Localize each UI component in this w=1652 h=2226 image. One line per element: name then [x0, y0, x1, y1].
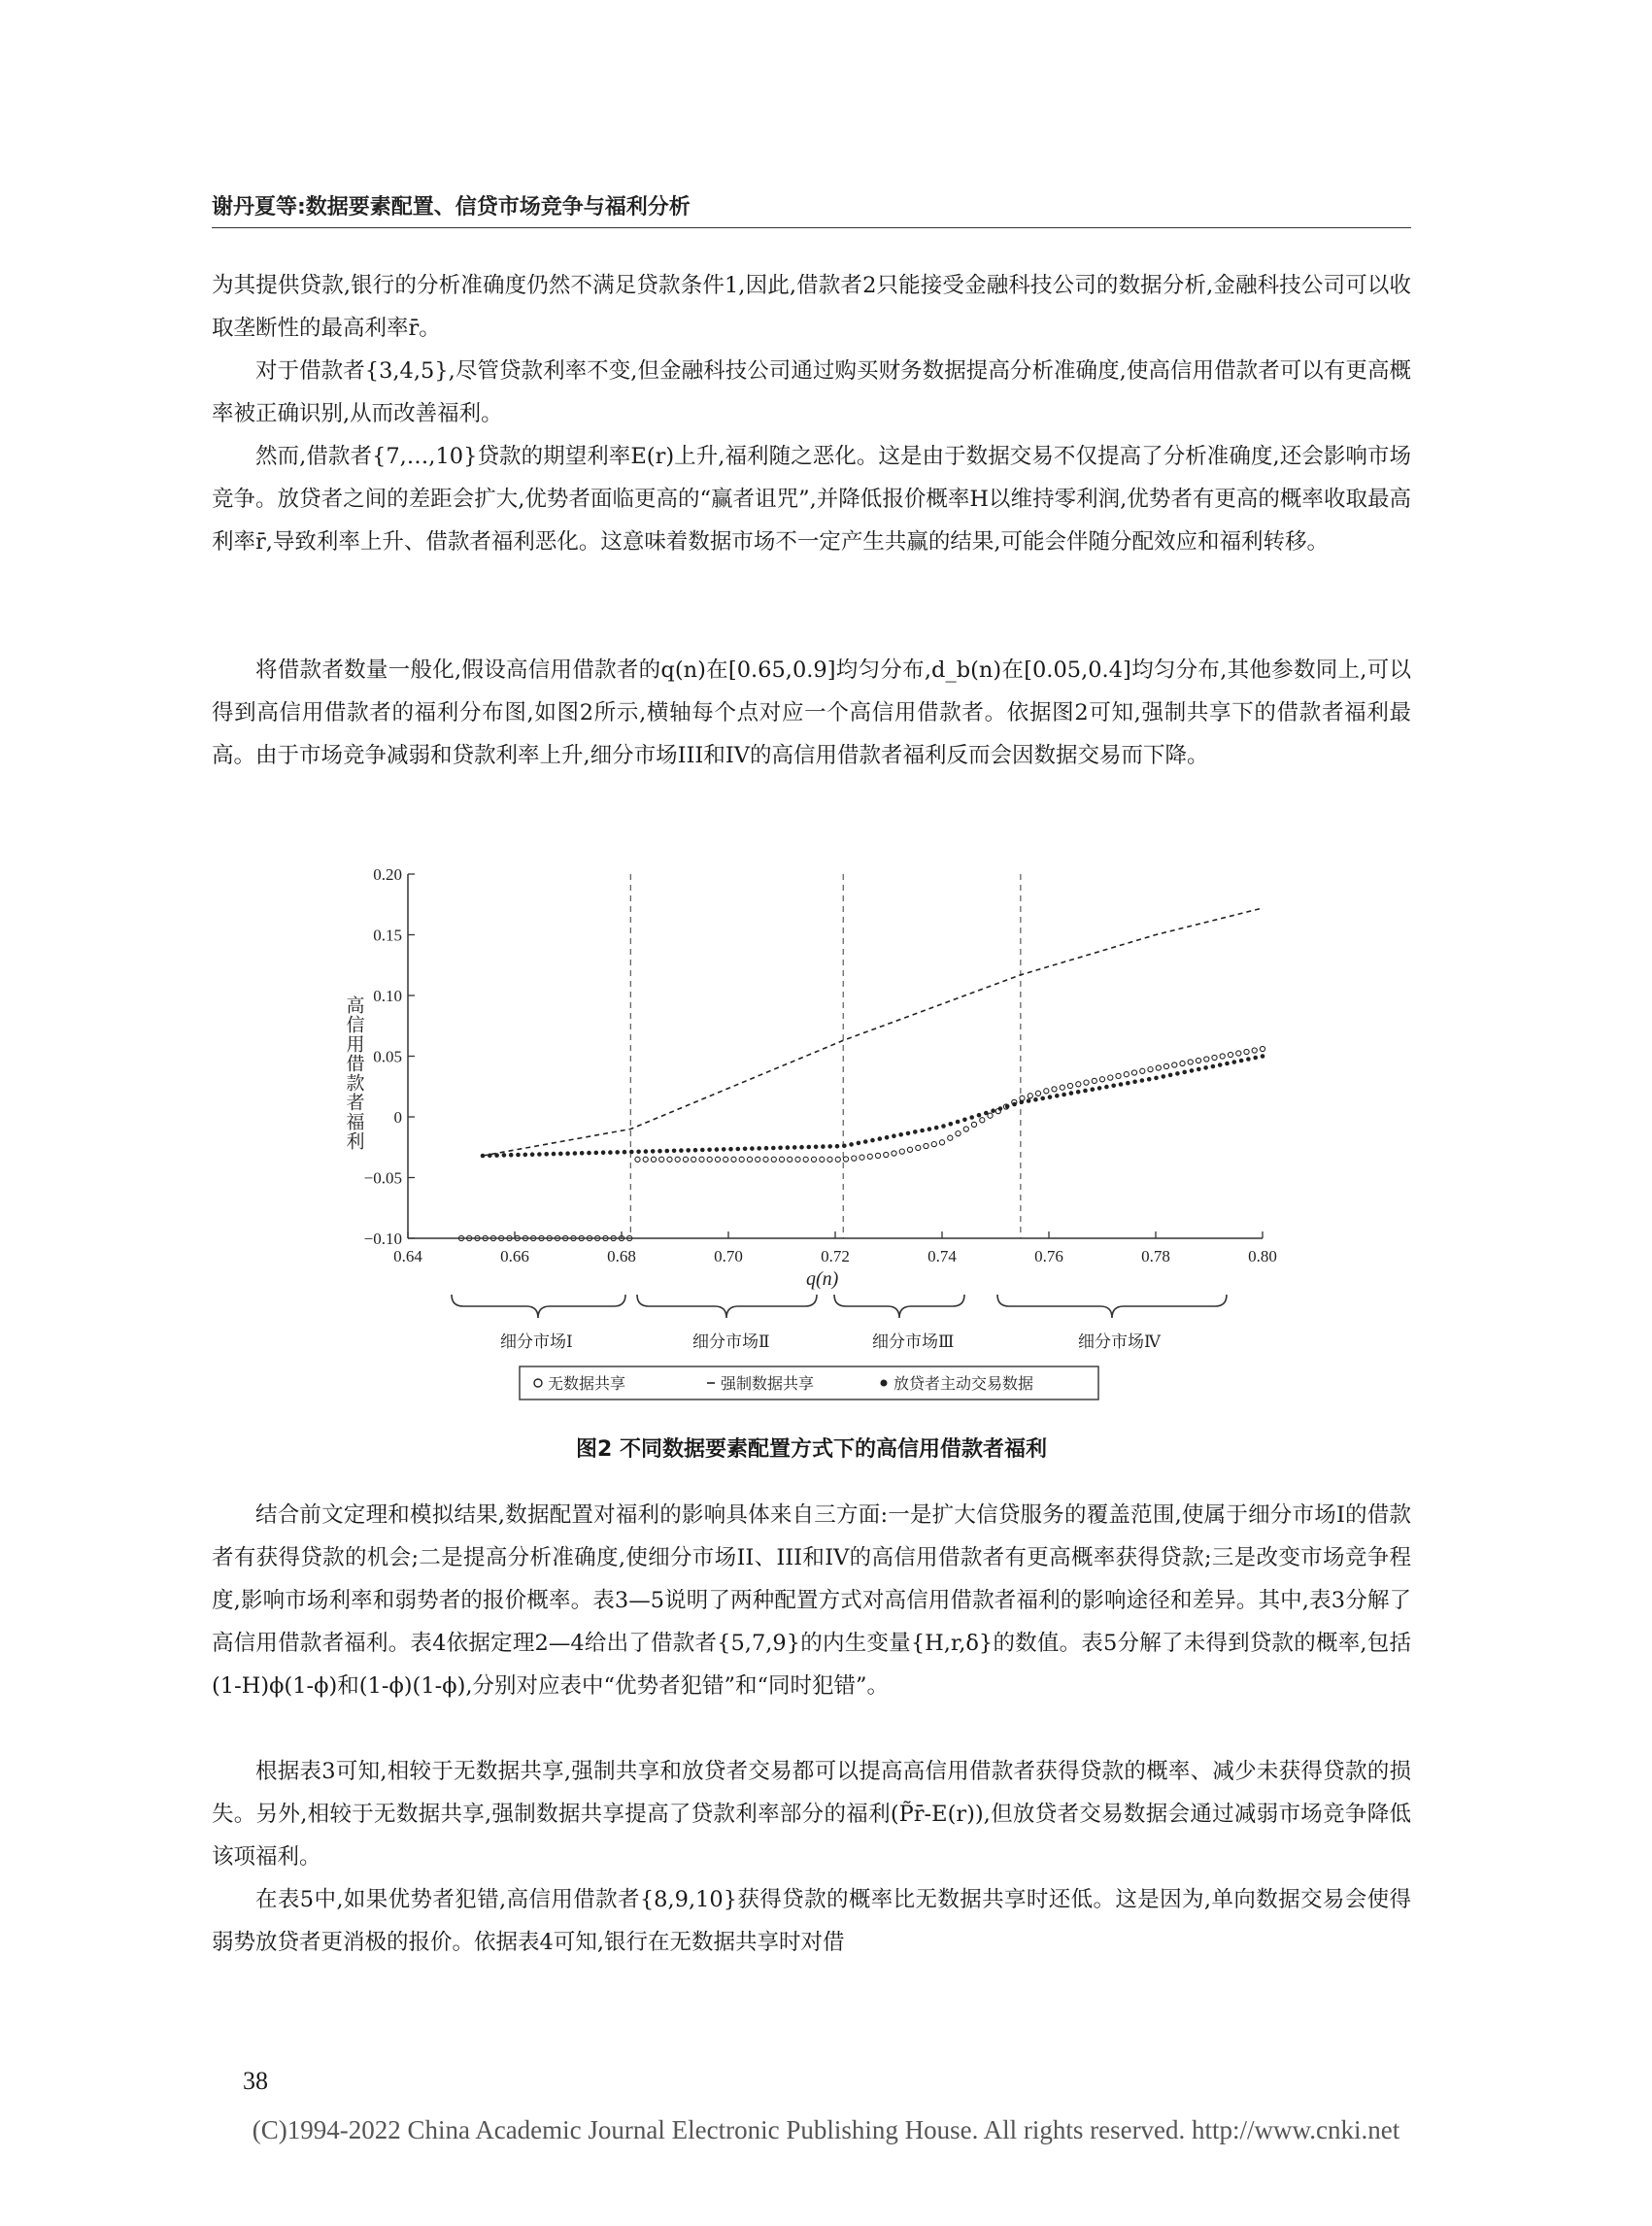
no-sharing-point — [1044, 1089, 1049, 1094]
legend-dot-icon — [881, 1380, 888, 1387]
series-open-circle — [458, 1046, 1264, 1240]
data-trade-point — [885, 1135, 890, 1140]
legend-open-circle-icon — [534, 1379, 542, 1387]
data-trade-point — [544, 1152, 549, 1157]
no-sharing-point — [771, 1157, 776, 1162]
plot-frame — [408, 874, 1263, 1238]
no-sharing-point — [827, 1157, 832, 1162]
no-sharing-point — [1140, 1068, 1145, 1073]
data-trade-point — [1097, 1086, 1102, 1091]
data-trade-point — [934, 1126, 939, 1130]
data-trade-point — [1027, 1098, 1031, 1103]
data-trade-point — [1012, 1102, 1017, 1107]
no-sharing-point — [803, 1157, 808, 1162]
no-sharing-point — [892, 1151, 896, 1156]
data-trade-point — [1062, 1093, 1066, 1097]
no-sharing-point — [899, 1149, 904, 1154]
data-trade-point — [1253, 1056, 1258, 1061]
x-tick-label: 0.74 — [927, 1247, 957, 1265]
no-sharing-point — [867, 1154, 872, 1159]
no-sharing-point — [939, 1140, 944, 1145]
segment-label-4: 细分市场Ⅳ — [1078, 1332, 1161, 1351]
no-sharing-point — [1035, 1091, 1040, 1096]
data-trade-point — [984, 1111, 989, 1116]
data-trade-point — [878, 1136, 883, 1141]
x-tick-label: 0.68 — [607, 1247, 636, 1265]
no-sharing-point — [1163, 1063, 1168, 1068]
data-trade-point — [1104, 1085, 1109, 1090]
no-sharing-point — [852, 1156, 857, 1161]
data-trade-point — [835, 1144, 840, 1149]
data-trade-point — [509, 1153, 514, 1158]
data-trade-point — [1203, 1065, 1208, 1070]
data-trade-point — [962, 1118, 967, 1123]
data-trade-point — [771, 1146, 776, 1151]
data-trade-point — [941, 1124, 946, 1129]
no-sharing-point — [707, 1157, 712, 1162]
data-trade-point — [537, 1152, 542, 1157]
no-sharing-point — [739, 1157, 744, 1162]
no-sharing-point — [1228, 1052, 1232, 1057]
data-trade-point — [1091, 1087, 1096, 1092]
figure-caption: 图2 不同数据要素配置方式下的高信用借款者福利 — [576, 1437, 1047, 1462]
y-tick-label: −0.05 — [363, 1168, 402, 1188]
data-trade-point — [516, 1153, 521, 1158]
data-trade-point — [558, 1152, 563, 1157]
no-sharing-point — [860, 1155, 864, 1160]
data-trade-point — [863, 1139, 868, 1144]
data-trade-point — [672, 1149, 677, 1154]
data-trade-point — [1261, 1054, 1265, 1059]
data-trade-point — [615, 1150, 620, 1155]
no-sharing-point — [779, 1157, 784, 1162]
data-trade-point — [814, 1145, 819, 1150]
no-sharing-point — [756, 1157, 760, 1162]
data-trade-point — [1147, 1077, 1152, 1082]
no-sharing-point — [1060, 1085, 1064, 1090]
data-trade-point — [1140, 1078, 1145, 1083]
data-trade-point — [956, 1120, 961, 1125]
data-trade-point — [636, 1150, 641, 1155]
data-trade-point — [920, 1129, 925, 1133]
data-trade-point — [665, 1149, 670, 1154]
no-sharing-point — [988, 1113, 993, 1118]
data-trade-point — [786, 1145, 791, 1150]
no-sharing-point — [1172, 1062, 1177, 1067]
no-sharing-point — [1028, 1094, 1032, 1098]
no-sharing-point — [924, 1143, 928, 1148]
data-trade-point — [1083, 1089, 1088, 1094]
no-sharing-point — [795, 1157, 800, 1162]
data-trade-point — [743, 1147, 748, 1152]
no-sharing-point — [683, 1157, 688, 1162]
series-filled-dot — [481, 1054, 1265, 1158]
paragraph-4: 将借款者数量一般化,假设高信用借款者的q(n)在[0.65,0.9]均匀分布,d_b(n)在[0.05,0.4]均匀分布,其他参数同上,可以得到高信用借款者的福利分布图,如图2所示,横轴每个点对应一个高信用借款者。依据图2可知,强制共享下的借款者福利最高。由于市场竞争减弱和贷款利率上升,细分市场III和IV的高信用借款者福利反而会因数据交易而下降。 — [212, 658, 1411, 768]
paragraph-3: 然而,借款者{7,…,10}贷款的期望利率E(r)上升,福利随之恶化。这是由于数据交易不仅提高了分析准确度,还会影响市场竞争。放贷者之间的差距会扩大,优势者面临更高的“赢者诅咒”,并降低报价概率H以维持零利润,优势者有更高的概率收取最高利率r̄,导致利率上升、借款者福利恶化。这意味着数据市场不一定产生共赢的结果,可能会伴随分配效应和福利转移。 — [212, 444, 1411, 555]
no-sharing-point — [1260, 1046, 1264, 1051]
data-trade-point — [778, 1146, 783, 1151]
market-boundaries — [630, 874, 1021, 1238]
x-tick-label: 0.72 — [821, 1247, 850, 1265]
no-sharing-point — [956, 1131, 961, 1136]
no-sharing-point — [643, 1157, 648, 1162]
data-trade-point — [842, 1144, 847, 1149]
data-trade-point — [1211, 1064, 1216, 1069]
data-trade-point — [686, 1148, 691, 1153]
data-trade-point — [1055, 1094, 1060, 1098]
data-trade-point — [977, 1113, 982, 1118]
data-trade-point — [1005, 1104, 1010, 1109]
data-trade-point — [728, 1147, 733, 1152]
running-header: 谢丹夏等:数据要素配置、信贷市场竞争与福利分析 — [212, 195, 691, 219]
data-trade-point — [750, 1146, 755, 1151]
no-sharing-point — [763, 1157, 768, 1162]
no-sharing-point — [788, 1157, 792, 1162]
data-trade-point — [1076, 1090, 1081, 1095]
no-sharing-point — [731, 1157, 736, 1162]
y-tick-label: 0 — [393, 1108, 402, 1127]
x-tick-label: 0.66 — [500, 1247, 529, 1265]
data-trade-point — [523, 1153, 528, 1158]
series-dash — [483, 908, 1263, 1156]
no-sharing-point — [1196, 1058, 1200, 1062]
no-sharing-point — [1212, 1055, 1217, 1060]
data-trade-point — [1239, 1059, 1244, 1063]
data-trade-point — [1048, 1095, 1053, 1099]
data-trade-point — [488, 1154, 492, 1159]
data-trade-point — [1132, 1080, 1137, 1085]
legend-trade: 放贷者主动交易数据 — [893, 1376, 1034, 1393]
legend-forced: 强制数据共享 — [721, 1376, 815, 1393]
no-sharing-point — [699, 1157, 704, 1162]
no-sharing-point — [884, 1152, 889, 1157]
no-sharing-point — [635, 1157, 640, 1162]
no-sharing-point — [1108, 1075, 1113, 1080]
no-sharing-point — [835, 1157, 840, 1162]
data-trade-point — [657, 1149, 662, 1154]
no-sharing-point — [843, 1157, 848, 1162]
data-trade-point — [1020, 1100, 1025, 1105]
no-sharing-point — [811, 1157, 816, 1162]
data-trade-point — [998, 1106, 1003, 1111]
data-trade-point — [552, 1152, 556, 1157]
x-axis-label: q(n) — [806, 1268, 839, 1290]
data-trade-point — [715, 1147, 720, 1152]
no-sharing-point — [1076, 1082, 1081, 1087]
data-trade-point — [623, 1150, 627, 1155]
segment-label-2: 细分市场Ⅱ — [692, 1332, 770, 1351]
paragraph-1: 为其提供贷款,银行的分析准确度仍然不满足贷款条件1,因此,借款者2只能接受金融科技公司的数据分析,金融科技公司可以收取垄断性的最高利率r̄。 — [212, 273, 1411, 341]
segment-label-1: 细分市场Ⅰ — [500, 1332, 573, 1351]
data-trade-point — [651, 1149, 656, 1154]
no-sharing-point — [691, 1157, 696, 1162]
data-trade-point — [949, 1122, 954, 1127]
data-trade-point — [1225, 1062, 1230, 1066]
data-trade-point — [736, 1147, 741, 1152]
paragraph-5: 结合前文定理和模拟结果,数据配置对福利的影响具体来自三方面:一是扩大信贷服务的覆盖范围,使属于细分市场I的借款者有获得贷款的机会;二是提高分析准确度,使细分市场II、III和IV的高信用借款者有更高概率获得贷款;三是改变市场竞争程度,影响市场利率和弱势者的报价概率。表3—5说明了两种配置方式对高信用借款者福利的影响途径和差异。其中,表3分解了高信用借款者福利。表4依据定理2—4给出了借款者{5,7,9}的内生变量{H,r,δ}的数值。表5分解了未得到贷款的概率,包括(1-H)ϕ(1-ϕ)和(1-ϕ)(1-ϕ),分别对应表中“优势者犯错”和“同时犯错”。 — [212, 1502, 1411, 1699]
welfare-chart — [340, 864, 1311, 1408]
no-sharing-point — [1220, 1054, 1225, 1059]
data-trade-point — [1218, 1062, 1223, 1067]
y-tick-label: 0.15 — [373, 926, 402, 945]
header-rule — [212, 227, 1411, 228]
copyright-footer: (C)1994-2022 China Academic Journal Electronic Publishing House. All rights reserved. http://www.cnki.net — [252, 2115, 1400, 2144]
forced-sharing-line — [483, 908, 1263, 1156]
data-trade-point — [892, 1133, 896, 1138]
data-trade-point — [608, 1150, 613, 1155]
data-trade-point — [481, 1154, 486, 1159]
data-trade-point — [644, 1149, 649, 1154]
no-sharing-point — [1188, 1060, 1193, 1064]
data-trade-point — [693, 1148, 698, 1153]
data-trade-point — [898, 1132, 903, 1137]
y-tick-label: 0.20 — [373, 865, 402, 884]
no-sharing-point — [1131, 1070, 1136, 1075]
data-trade-point — [927, 1127, 932, 1131]
data-trade-point — [679, 1148, 684, 1153]
data-trade-point — [1033, 1097, 1038, 1102]
data-trade-point — [601, 1150, 606, 1155]
no-sharing-point — [948, 1135, 953, 1140]
data-trade-point — [573, 1151, 578, 1156]
no-sharing-point — [963, 1127, 968, 1131]
data-trade-point — [757, 1146, 761, 1151]
data-trade-point — [1182, 1070, 1187, 1075]
no-sharing-point — [1092, 1078, 1096, 1083]
y-tick-label: 0.05 — [373, 1047, 402, 1066]
no-sharing-point — [1084, 1080, 1089, 1085]
x-tick-label: 0.76 — [1034, 1247, 1063, 1265]
data-trade-point — [857, 1141, 861, 1146]
data-trade-point — [827, 1144, 832, 1149]
no-sharing-point — [747, 1157, 752, 1162]
legend — [520, 1366, 1098, 1400]
no-sharing-point — [1124, 1072, 1129, 1077]
market-braces — [452, 1295, 1227, 1318]
no-sharing-point — [651, 1157, 656, 1162]
no-sharing-point — [659, 1157, 664, 1162]
data-trade-point — [565, 1151, 570, 1156]
data-trade-point — [530, 1152, 535, 1157]
no-sharing-point — [1116, 1073, 1121, 1078]
no-sharing-point — [1156, 1065, 1161, 1070]
x-tick-label: 0.78 — [1141, 1247, 1170, 1265]
no-sharing-point — [667, 1157, 672, 1162]
data-trade-point — [849, 1142, 854, 1147]
no-sharing-point — [1067, 1083, 1072, 1088]
data-trade-point — [906, 1131, 911, 1136]
x-tick-label: 0.64 — [393, 1247, 422, 1265]
segment-label-3: 细分市场Ⅲ — [872, 1332, 955, 1351]
no-sharing-point — [724, 1157, 728, 1162]
paragraph-2: 对于借款者{3,4,5},尽管贷款利率不变,但金融科技公司通过购买财务数据提高分析准确度,使高信用借款者可以有更高概率被正确识别,从而改善福利。 — [212, 358, 1411, 426]
data-trade-point — [913, 1130, 918, 1134]
data-trade-point — [587, 1151, 591, 1156]
data-trade-point — [1197, 1067, 1201, 1072]
data-trade-point — [969, 1115, 974, 1120]
y-ticks — [364, 865, 415, 1248]
no-sharing-point — [875, 1153, 880, 1158]
data-trade-point — [502, 1153, 507, 1158]
data-trade-point — [629, 1150, 634, 1155]
data-trade-point — [1069, 1091, 1074, 1096]
no-sharing-point — [1244, 1049, 1249, 1054]
data-trade-point — [580, 1151, 585, 1156]
x-tick-label: 0.80 — [1248, 1247, 1277, 1265]
data-trade-point — [1175, 1071, 1180, 1076]
no-sharing-point — [1236, 1051, 1241, 1056]
no-sharing-point — [820, 1157, 825, 1162]
no-sharing-point — [715, 1157, 720, 1162]
data-trade-point — [1232, 1060, 1237, 1064]
data-trade-point — [1154, 1076, 1159, 1081]
data-trade-point — [792, 1145, 797, 1150]
paragraph-6: 根据表3可知,相较于无数据共享,强制共享和放贷者交易都可以提高高信用借款者获得贷款的概率、减少未获得贷款的损失。另外,相较于无数据共享,强制数据共享提高了贷款利率部分的福利(P̃r̄-E(r)),但放贷者交易数据会通过减弱市场竞争降低该项福利。 — [212, 1759, 1411, 1870]
y-tick-label: 0.10 — [373, 987, 402, 1005]
data-trade-point — [1119, 1082, 1124, 1087]
data-trade-point — [700, 1148, 705, 1153]
data-trade-point — [1040, 1096, 1045, 1101]
no-sharing-point — [1052, 1087, 1057, 1092]
data-trade-point — [807, 1145, 812, 1150]
legend-none: 无数据共享 — [548, 1376, 626, 1393]
y-axis-label: 高信用借款者福利 — [343, 995, 364, 1151]
no-sharing-point — [675, 1157, 680, 1162]
data-trade-point — [707, 1148, 712, 1153]
data-trade-point — [991, 1108, 995, 1113]
y-tick-label: −0.10 — [363, 1230, 402, 1248]
no-sharing-point — [1180, 1061, 1185, 1065]
data-trade-point — [1168, 1073, 1173, 1078]
data-trade-point — [1126, 1081, 1130, 1086]
no-sharing-point — [1099, 1077, 1104, 1082]
data-trade-point — [1162, 1074, 1166, 1079]
no-sharing-point — [980, 1118, 985, 1123]
data-trade-point — [821, 1144, 826, 1149]
data-trade-point — [1111, 1084, 1116, 1089]
no-sharing-point — [1252, 1048, 1257, 1053]
no-sharing-point — [1204, 1057, 1209, 1062]
no-sharing-point — [971, 1122, 976, 1127]
data-trade-point — [870, 1138, 875, 1143]
data-trade-point — [494, 1153, 499, 1158]
no-sharing-point — [916, 1145, 921, 1150]
data-trade-point — [1246, 1057, 1251, 1062]
paragraph-7: 在表5中,如果优势者犯错,高信用借款者{8,9,10}获得贷款的概率比无数据共享时还低。这是因为,单向数据交易会使得弱势放贷者更消极的报价。依据表4可知,银行在无数据共享时对借 — [212, 1887, 1411, 1955]
no-sharing-point — [907, 1147, 912, 1152]
page-number: 38 — [243, 2067, 268, 2095]
data-trade-point — [799, 1145, 804, 1150]
data-trade-point — [764, 1146, 769, 1151]
x-tick-label: 0.70 — [714, 1247, 743, 1265]
no-sharing-point — [931, 1142, 936, 1147]
data-trade-point — [1190, 1068, 1195, 1073]
series-layer — [458, 908, 1264, 1241]
data-trade-point — [594, 1151, 599, 1156]
data-trade-point — [722, 1147, 726, 1152]
no-sharing-point — [1148, 1067, 1153, 1072]
